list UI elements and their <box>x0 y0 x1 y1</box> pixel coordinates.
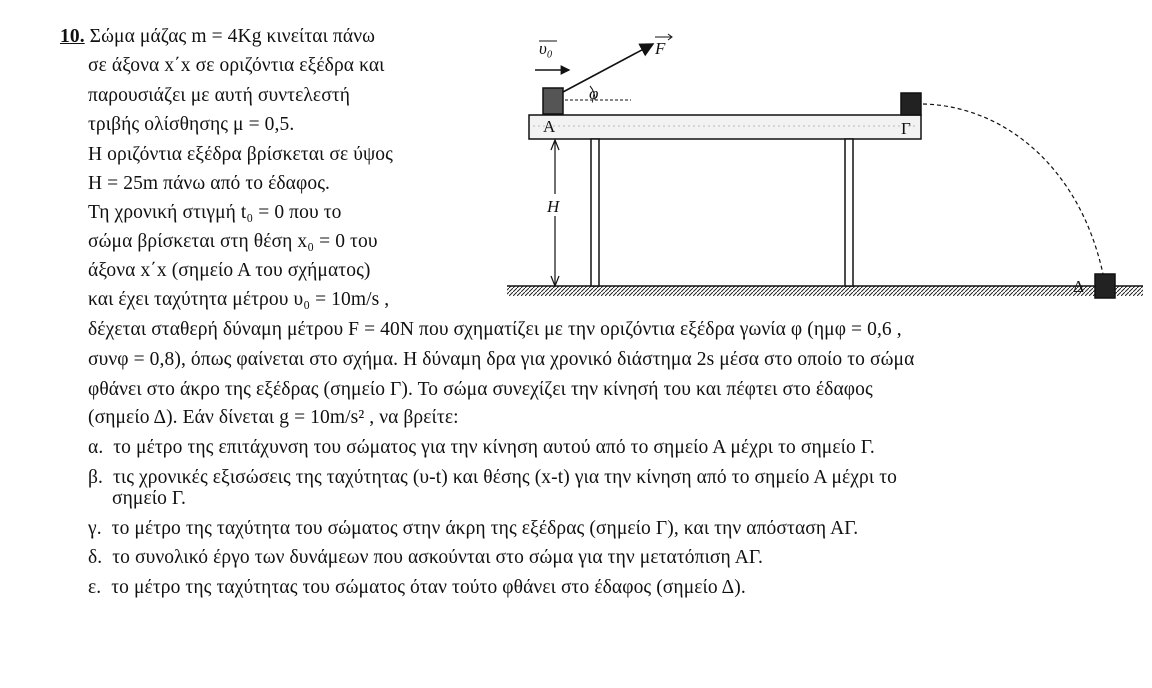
label-force: F <box>655 39 666 58</box>
question-text: το μέτρο της ταχύτητας του σώματος όταν τούτο φθάνει στο έδαφος (σημείο Δ). <box>111 577 746 598</box>
question-text: το μέτρο της ταχύτητα του σώματος στην άκρη της εξέδρας (σημείο Γ), και την απόσταση ΑΓ. <box>111 518 859 539</box>
problem-text-line: σώμα βρίσκεται στη θέση x₀ = 0 του <box>88 231 378 252</box>
question-text-continued: σημείο Γ. <box>112 488 186 509</box>
problem-text-line: φθάνει στο άκρο της εξέδρας (σημείο Γ). Το σώμα συνεχίζει την κίνησή του και πέφτει στο έδαφος <box>88 379 873 400</box>
platform-figure <box>505 28 1145 308</box>
label-point-d: Δ <box>1073 277 1084 296</box>
problem-number: 10. <box>60 26 85 47</box>
question-label: δ. <box>88 547 103 568</box>
question-item-c <box>88 517 858 541</box>
problem-text-line: δέχεται σταθερή δύναμη μέτρου F = 40N που σχηματίζει με την οριζόντια εξέδρα γωνία φ (ημφ = 0,6 , <box>88 319 902 340</box>
question-label: ε. <box>88 577 102 598</box>
question-item-e <box>88 576 746 600</box>
problem-line-0 <box>60 25 375 49</box>
ground <box>507 286 1143 296</box>
problem-text-line: άξονα x΄x (σημείο Α του σχήματος) <box>88 260 371 281</box>
question-text: τις χρονικές εξισώσεις της ταχύτητας (υ-t) και θέσης (x-t) για την κίνηση από το σημείο Α μέχρι το <box>112 467 897 488</box>
question-label: α. <box>88 437 104 458</box>
question-text: το συνολικό έργο των δυνάμεων που ασκούνται στο σώμα για την μετατόπιση ΑΓ. <box>112 547 763 568</box>
question-item-a <box>88 436 875 460</box>
problem-text-line: και έχει ταχύτητα μέτρου υ₀ = 10m/s , <box>88 289 390 310</box>
question-item-b <box>88 466 897 490</box>
label-point-g: Γ <box>901 119 911 138</box>
platform-slab <box>529 115 921 139</box>
label-v0: υ₀ <box>539 39 553 58</box>
label-height: H <box>547 197 560 216</box>
block-at-d <box>1095 274 1115 298</box>
problem-text-line: παρουσιάζει με αυτή συντελεστή <box>88 85 351 106</box>
problem-text-line: συνφ = 0,8), όπως φαίνεται στο σχήμα. Η δύναμη δρα για χρονικό διάστημα 2s μέσα στο οποίο το σώμα <box>88 349 915 370</box>
problem-text-line: Σώμα μάζας m = 4Kg κινείται πάνω <box>89 26 376 47</box>
question-label: β. <box>88 467 103 488</box>
question-label: γ. <box>88 518 102 539</box>
problem-text-line: τριβής ολίσθησης μ = 0,5. <box>88 114 295 135</box>
question-text: το μέτρο της επιτάχυνση του σώματος για την κίνηση αυτού από το σημείο Α μέχρι το σημείο Γ. <box>113 437 875 458</box>
platform-leg-right <box>845 139 853 286</box>
problem-text-line: Τη χρονική στιγμή t₀ = 0 που το <box>88 202 342 223</box>
problem-text-line: σε άξονα x΄x σε οριζόντια εξέδρα και <box>88 55 385 76</box>
problem-text-line: H = 25m πάνω από το έδαφος. <box>88 173 331 194</box>
problem-text-line: Η οριζόντια εξέδρα βρίσκεται σε ύψος <box>88 144 393 165</box>
label-phi: φ <box>589 84 599 103</box>
trajectory <box>923 104 1103 274</box>
block-at-a <box>543 88 563 114</box>
problem-text-line: (σημείο Δ). Εάν δίνεται g = 10m/s² , να βρείτε: <box>88 407 459 428</box>
block-at-g <box>901 93 921 115</box>
platform-leg-left <box>591 139 599 286</box>
question-item-d <box>88 546 763 570</box>
force-arrow <box>563 44 653 92</box>
label-point-a: Α <box>543 117 556 136</box>
